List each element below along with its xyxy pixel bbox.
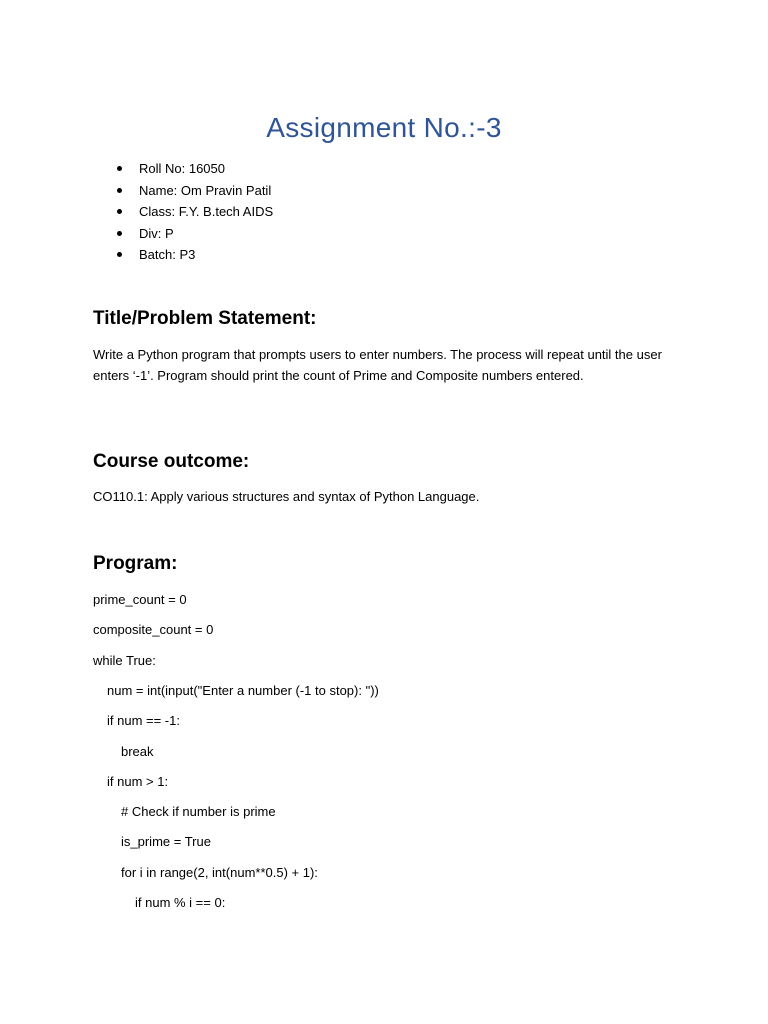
list-item xyxy=(93,244,273,266)
bullet-icon xyxy=(117,166,122,171)
info-name: Name: Om Pravin Patil xyxy=(139,182,272,198)
problem-statement-text: Write a Python program that prompts users to enter numbers. The process will repeat until the user enters ‘-1’. Program should print the count of Prime and Composite numbers entered. xyxy=(93,347,662,383)
bullet-icon xyxy=(117,188,122,193)
info-batch: Batch: P3 xyxy=(139,247,196,262)
bullet-icon xyxy=(117,231,122,236)
bullet-icon xyxy=(117,209,122,214)
list-item xyxy=(93,180,273,202)
page-title: Assignment No.:-3 xyxy=(266,112,502,143)
info-roll-no: Roll No: 16050 xyxy=(139,161,225,176)
code-line: if num == -1: xyxy=(107,713,180,728)
code-line: num = int(input("Enter a number (-1 to stop): ")) xyxy=(107,683,379,698)
code-line: prime_count = 0 xyxy=(93,592,187,607)
code-line: # Check if number is prime xyxy=(121,804,276,819)
bullet-icon xyxy=(117,252,122,257)
student-info-list xyxy=(93,158,273,266)
code-line: if num > 1: xyxy=(107,774,169,789)
info-class: Class: F.Y. B.tech AIDS xyxy=(139,204,274,219)
program-heading: Program: xyxy=(93,553,178,574)
info-div: Div: P xyxy=(139,225,174,241)
code-line: if num % i == 0: xyxy=(135,895,226,910)
problem-statement-heading: Title/Problem Statement: xyxy=(93,308,317,329)
code-line: for i in range(2, int(num**0.5) + 1): xyxy=(121,865,318,880)
code-line: is_prime = True xyxy=(121,834,211,849)
code-line: composite_count = 0 xyxy=(93,622,214,637)
code-line: while True: xyxy=(93,653,156,668)
course-outcome-text: CO110.1: Apply various structures and syntax of Python Language. xyxy=(93,489,480,504)
list-item xyxy=(93,201,273,223)
code-line: break xyxy=(121,744,154,759)
list-item xyxy=(93,223,273,245)
list-item xyxy=(93,158,273,180)
course-outcome-heading: Course outcome: xyxy=(93,451,250,472)
